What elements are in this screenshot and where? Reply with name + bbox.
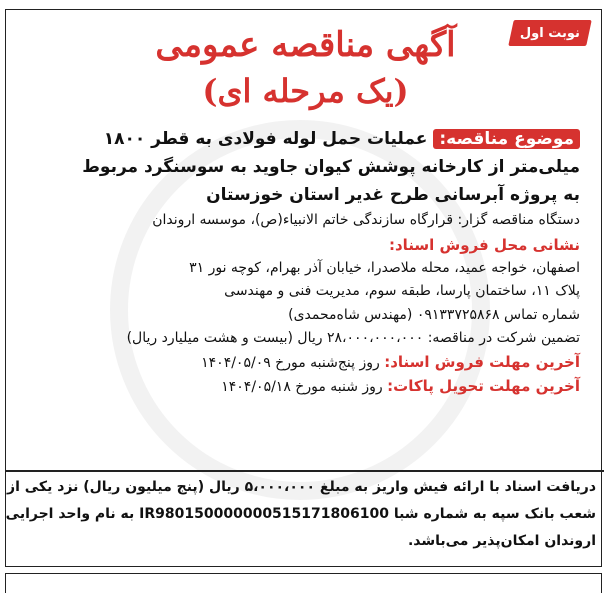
guarantee-line: تضمین شرکت در مناقصه: ۲۸،۰۰۰،۰۰۰،۰۰۰ ریال (بیست و هشت میلیارد ریال) <box>126 330 580 346</box>
next-notice-edge <box>5 573 602 593</box>
organizer-line: دستگاه مناقصه گزار: قرارگاه سازندگی خاتم الانبیاء(ص)، موسسه اروندان <box>152 212 580 228</box>
subject-label: موضوع مناقصه: <box>433 129 580 149</box>
address-line-1: اصفهان، خواجه عمید، محله ملاصدرا، خیابان آذر بهرام، کوچه نور ۳۱ <box>189 259 580 276</box>
notice-title: آگهی مناقصه عمومی <box>155 25 456 65</box>
sale-deadline-value: روز پنج‌شنبه مورخ ۱۴۰۴/۰۵/۰۹ <box>201 354 380 371</box>
sale-deadline-label: آخرین مهلت فروش اسناد: <box>384 352 580 371</box>
delivery-deadline-value: روز شنبه مورخ ۱۴۰۴/۰۵/۱۸ <box>221 379 383 395</box>
payment-text <box>5 474 596 555</box>
delivery-deadline-line <box>40 375 580 400</box>
round-badge-label: نوبت اول <box>519 25 581 41</box>
notice-subtitle: (یک مرحله ای) <box>202 72 409 110</box>
address-line-2: پلاک ۱۱، ساختمان پارسا، طبقه سوم، مدیریت فنی و مهندسی <box>224 283 580 299</box>
notice-body <box>40 125 580 400</box>
sale-address-heading: نشانی محل فروش اسناد: <box>388 235 580 254</box>
sale-deadline-line <box>40 351 580 376</box>
payment-line-3: اروندان امکان‌پذیر می‌باشد. <box>407 533 596 549</box>
subject-line <box>40 125 580 153</box>
delivery-deadline-label: آخرین مهلت تحویل پاکات: <box>387 377 580 395</box>
subject-text-1: عملیات حمل لوله فولادی به قطر ۱۸۰۰ <box>103 129 428 149</box>
payment-line-2: شعب بانک سپه به شماره شبا IR980150000000515171806100 به نام واحد اجرایی <box>5 506 596 522</box>
subject-text-3: به پروژه آبرسانی طرح غدیر استان خوزستان <box>206 185 580 205</box>
subject-text-2: میلی‌متر از کارخانه پوشش کیوان جاوید به سوسنگرد مربوط <box>82 157 580 177</box>
contact-line: شماره تماس ۰۹۱۳۳۷۲۵۸۶۸ (مهندس شاه‌محمدی) <box>288 306 580 323</box>
payment-line-1: دریافت اسناد با ارائه فیش واریز به مبلغ ۵،۰۰۰،۰۰۰ ریال (پنج میلیون ریال) نزد یکی از <box>7 479 596 495</box>
